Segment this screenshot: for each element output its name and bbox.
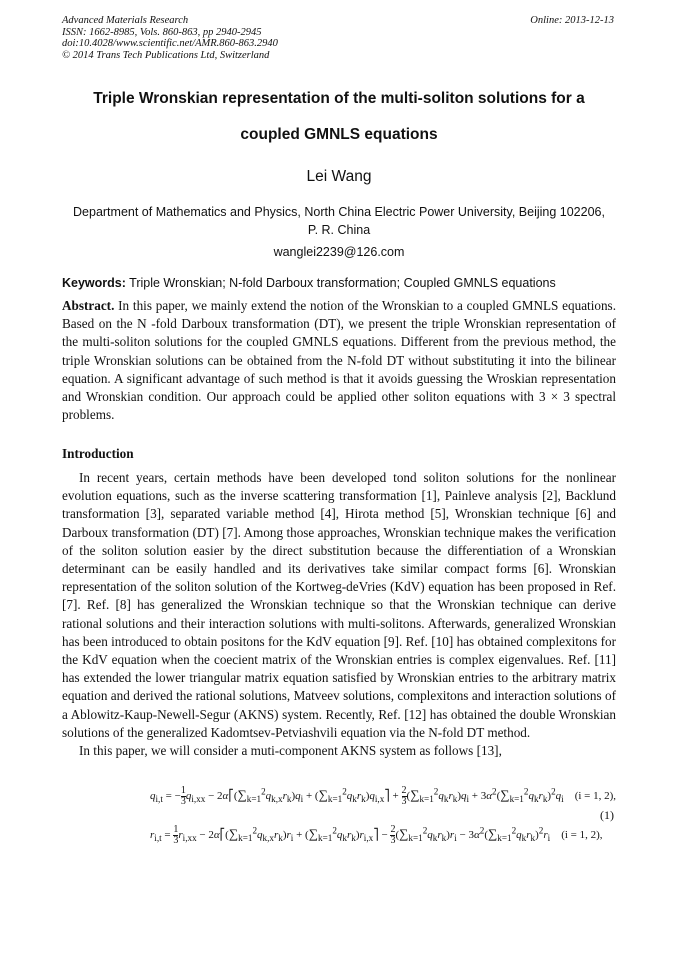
equation-condition-2: (i = 1, 2), (561, 829, 603, 842)
journal-doi: doi:10.4028/www.scientific.net/AMR.860-863.2940 (62, 38, 278, 49)
affiliation (50, 203, 628, 239)
keywords (62, 276, 556, 290)
equation-condition-1: (i = 1, 2), (574, 790, 617, 803)
introduction-body (62, 469, 616, 760)
section-heading: Introduction (62, 446, 134, 461)
journal-header (62, 15, 278, 61)
paper-title-line2: coupled GMNLS equations (240, 126, 438, 143)
journal-name: Advanced Materials Research (62, 15, 189, 26)
keywords-label: Keywords: (62, 276, 126, 290)
abstract-text: In this paper, we mainly extend the notion of the Wronskian to a coupled GMNLS equations. Based on the N -fold Darboux transformation (DT), we present the triple Wronskian representation of the multi-soliton solutions for the coupled GMNLS equations. Different from the previous method, the triple Wronskian solutions can be obtained from the N-fold DT without substituting it into the bilinear equation. A significant advantage of such method is that it avoids guessing the Wroskian representation and Wronskian condition. Our approach could be applied other soliton equations with 3 × 3 spectral problems. (62, 298, 616, 423)
paper-title-line1: Triple Wronskian representation of the multi-soliton solutions for a (93, 90, 585, 107)
keywords-text: Triple Wronskian; N-fold Darboux transformation; Coupled GMNLS equations (129, 276, 556, 290)
affiliation-line1: Department of Mathematics and Physics, North China Electric Power University, Beijing 102206, (73, 205, 605, 219)
intro-paragraph-2: In this paper, we will consider a muti-component AKNS system as follows [13], (79, 743, 502, 759)
equation-1-line2: $r_{i,t}$ = 1 $3r_{i,xx}$ − $2\alpha⎡(\sum_{k=1}^2q_{k,x}r_k)r_i$ + $(\sum_{k=1}^2q_kr_k)r_{i,x}⎤$ − 2 $3(\sum_{k=1}^2q_kr_k)r_i - 3\alpha^2(\sum_{k=1}^2q_kr_k)^2r_i$ (i = 1, 2), (150, 824, 603, 846)
online-date: Online: 2013-12-13 (530, 15, 614, 26)
equation-number: (1) (600, 808, 614, 822)
author-name: Lei Wang (306, 168, 372, 185)
abstract (62, 297, 616, 424)
affiliation-line2: P. R. China (307, 223, 371, 237)
author-email[interactable]: wanglei2239@126.com (273, 245, 405, 259)
intro-paragraph-1: In recent years, certain methods have been developed tond soliton solutions for the nonlinear evolution equations, such as the inverse scattering transformation [1], Painleve analysis [2], Backlund transformation [3], separated variable method [4], Hirota method [5], Wronskian technique [6] and Darboux transformation (DT) [7]. Among those approaches, Wronskian technique makes the verification of the soliton solution easier by the direct substitution because the differentiation of a Wronskian determinant can be easily handled and its derivatives take similar compact forms [6]. Wronskian representation of the soliton solution of the Kortweg-deVries (KdV) equation has been proposed in Ref. [7]. Ref. [8] has generalized the Wronskian technique so that the Wronskian technique can derive rational solutions and their interaction solutions with multi-solitons. Afterwards, generalized Wronskian has been introduced to obtain positons for the KdV equation [9]. Ref. [10] has obtained complexitons for the KdV equation when the coecient matrix of the Wronskian entries is complex eigenvalues. Ref. [11] has extended the lower triangular matrix equation satisfied by Wronskian entries to the arbitrary matrix equation and derived the rational solutions, Matveev solutions, complexitons and interaction solutions of a Ablowitz-Kaup-Newell-Segur (AKNS) system. Recently, Ref. [12] has obtained the double Wronskian solutions of the generalized Kadomtsev-Petviashvili equation via the N-fold DT method. (62, 470, 616, 740)
journal-copyright: © 2014 Trans Tech Publications Ltd, Switzerland (62, 49, 270, 61)
abstract-label: Abstract. (62, 298, 115, 313)
equation-1-line1: $q_{i,t}$ = − 1 $3q_{i,xx}$ − $2\alpha⎡(\sum_{k=1}^2q_{k,x}r_k)q_i$ + $(\sum_{k=1}^2q_kr_k)q_{i,x}⎤$ + 2 $3(\sum_{k=1}^2q_kr_k)q_i + 3\alpha^2(\sum_{k=1}^2q_kr_k)^2q_i$ (i = 1, 2), (150, 785, 617, 807)
journal-issn: ISSN: 1662-8985, Vols. 860-863, pp 2940-2945 (62, 26, 262, 38)
